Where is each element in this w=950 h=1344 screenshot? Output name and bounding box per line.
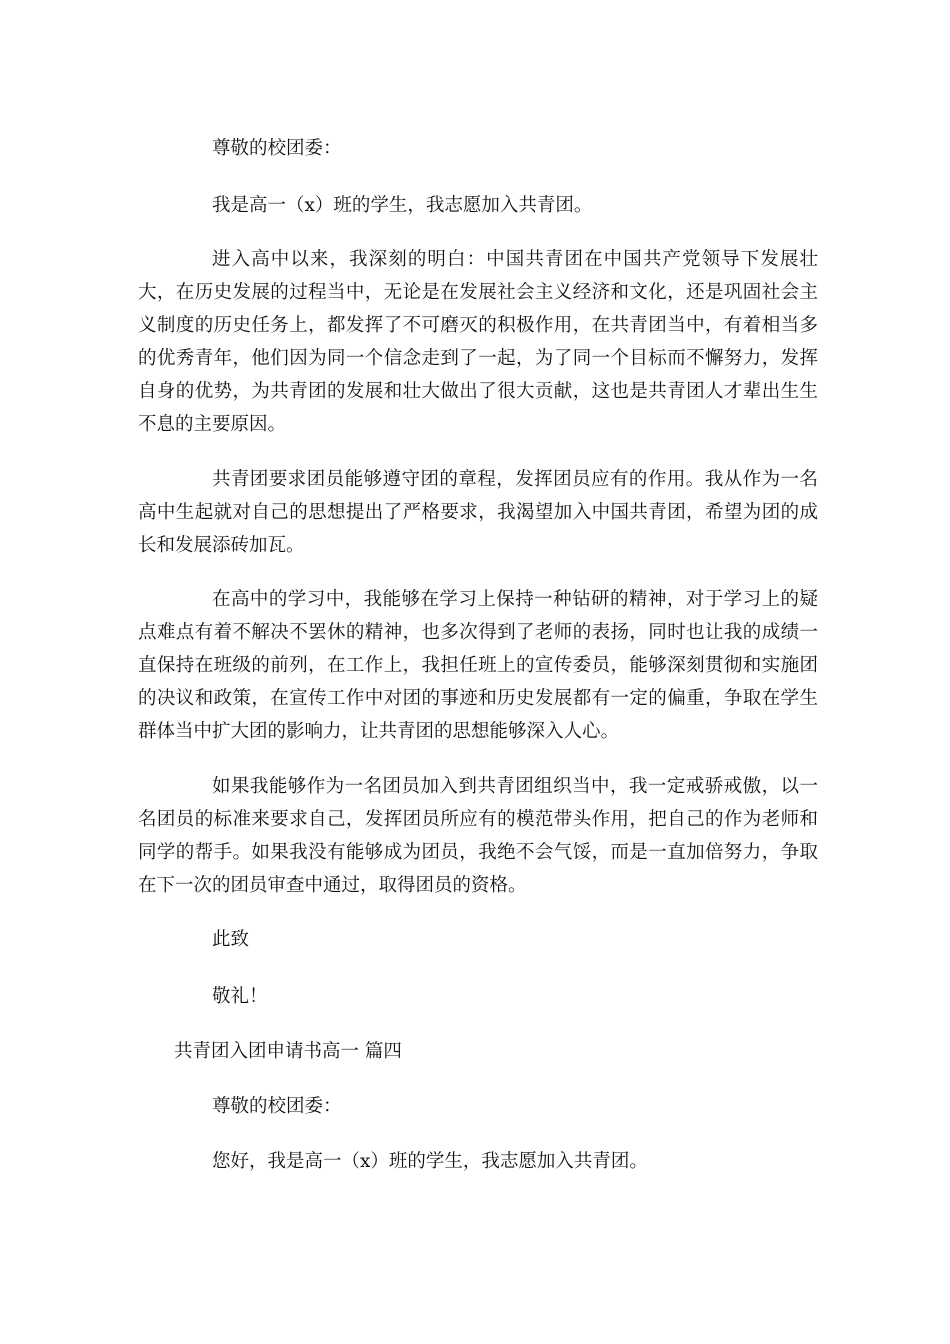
intro-paragraph-2: 您好，我是高一（x）班的学生，我志愿加入共青团。 (212, 1151, 648, 1172)
closing-line-2: 敬礼！ (212, 986, 268, 1007)
salutation-2: 尊敬的校团委： (212, 1096, 342, 1117)
body-paragraph-4: 如果我能够作为一名团员加入到共青团组织当中，我一定戒骄戒傲，以一名团员的标准来要求自己，发挥团员所应有的模范带头作用，把自己的作为老师和同学的帮手。如果我没有能够成为团员，我绝不会气馁，而是一直加倍努力，争取在下一次的团员审查中通过，取得团员的资格。 (138, 776, 818, 896)
intro-paragraph: 我是高一（x）班的学生，我志愿加入共青团。 (212, 195, 593, 216)
body-paragraph-1: 进入高中以来，我深刻的明白：中国共青团在中国共产党领导下发展壮大，在历史发展的过程当中，无论是在发展社会主义经济和文化，还是巩固社会主义制度的历史任务上，都发挥了不可磨灭的积极作用，在共青团当中，有着相当多的优秀青年，他们因为同一个信念走到了一起，为了同一个目标而不懈努力，发挥自身的优势，为共青团的发展和壮大做出了很大贡献，这也是共青团人才辈出生生不息的主要原因。 (138, 249, 818, 435)
salutation: 尊敬的校团委： (212, 138, 342, 159)
body-paragraph-3: 在高中的学习中，我能够在学习上保持一种钻研的精神，对于学习上的疑点难点有着不解决不罢休的精神，也多次得到了老师的表扬，同时也让我的成绩一直保持在班级的前列，在工作上，我担任班上的宣传委员，能够深刻贯彻和实施团的决议和政策，在宣传工作中对团的事迹和历史发展都有一定的偏重，争取在学生群体当中扩大团的影响力，让共青团的思想能够深入人心。 (138, 589, 818, 742)
body-paragraph-2: 共青团要求团员能够遵守团的章程，发挥团员应有的作用。我从作为一名高中生起就对自己的思想提出了严格要求，我渴望加入中国共青团，希望为团的成长和发展添砖加瓦。 (138, 469, 818, 556)
section-heading: 共青团入团申请书高一 篇四 (174, 1041, 402, 1062)
closing-line-1: 此致 (212, 929, 250, 950)
